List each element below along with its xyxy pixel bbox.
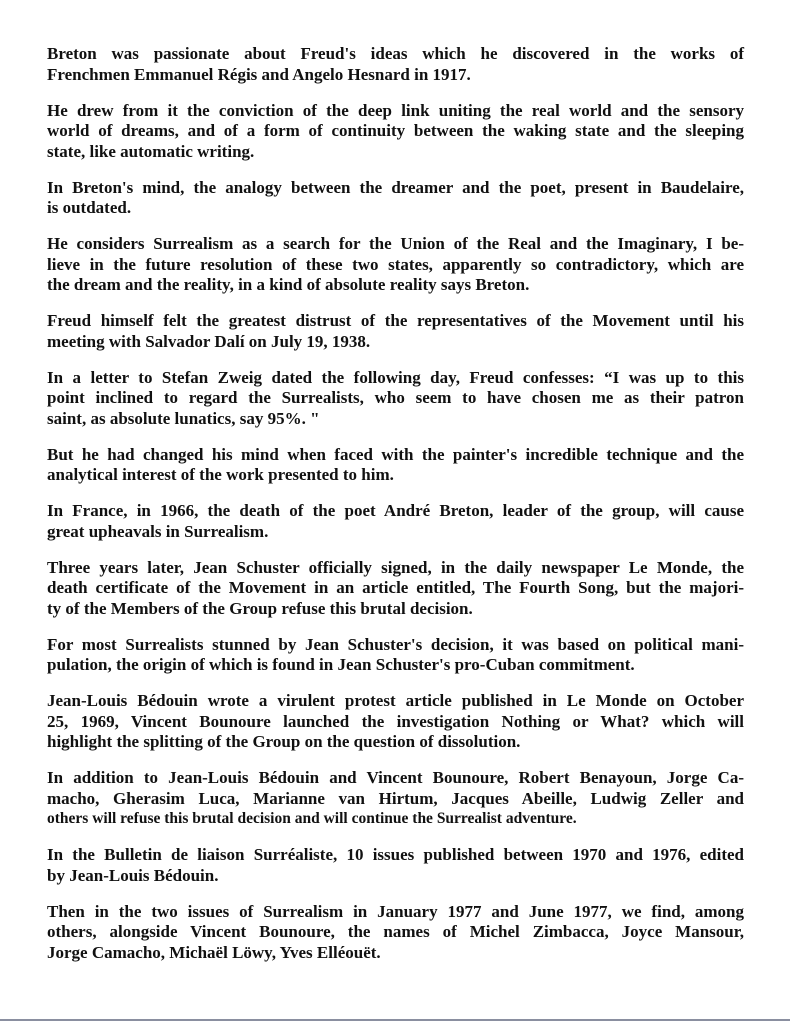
paragraph-line: death certificate of the Movement in an article entitled, The Fourth Song, but the majori- (47, 578, 744, 597)
paragraph-line: saint, as absolute lunatics, say 95%. " (47, 408, 320, 428)
paragraph-line: highlight the splitting of the Group on the question of dissolution. (47, 732, 521, 751)
paragraph-line: But he had changed his mind when faced with the painter's incredible technique and the (47, 444, 744, 464)
paragraph-12 (47, 768, 744, 830)
paragraph-line: Jean-Louis Bédouin wrote a virulent protest article published in Le Monde on October (47, 691, 744, 710)
paragraph-7 (47, 445, 744, 486)
paragraph-line: world of dreams, and of a form of continuity between the waking state and the sleeping (47, 121, 744, 140)
paragraph-14 (47, 902, 744, 964)
paragraph-1 (47, 44, 744, 85)
paragraph-line: In France, in 1966, the death of the poet André Breton, leader of the group, will cause (47, 501, 744, 520)
paragraph-line: by Jean-Louis Bédouin. (47, 865, 219, 885)
paragraph-line: Breton was passionate about Freud's ideas which he discovered in the works of (47, 44, 744, 63)
paragraph-2 (47, 101, 744, 163)
paragraph-6 (47, 368, 744, 430)
paragraph-line: meeting with Salvador Dalí on July 19, 1938. (47, 331, 371, 351)
paragraph-line: others, alongside Vincent Bounoure, the names of Michel Zimbacca, Joyce Mansour, (47, 922, 744, 941)
paragraph-line: 25, 1969, Vincent Bounoure launched the investigation Nothing or What? which will (47, 711, 744, 731)
page-bottom-edge (0, 1019, 790, 1021)
document-body (47, 44, 744, 979)
paragraph-line: In the Bulletin de liaison Surréaliste, 10 issues published between 1970 and 1976, edited (47, 845, 744, 864)
paragraph-5 (47, 311, 744, 352)
paragraph-4 (47, 234, 744, 296)
paragraph-line: point inclined to regard the Surrealists, who seem to have chosen me as their patron (47, 388, 744, 407)
paragraph-line: For most Surrealists stunned by Jean Schuster's decision, it was based on political mani- (47, 634, 744, 654)
paragraph-line: Three years later, Jean Schuster officially signed, in the daily newspaper Le Monde, the (47, 557, 744, 577)
paragraph-line: is outdated. (47, 198, 132, 217)
paragraph-3 (47, 178, 744, 219)
paragraph-line: the dream and the reality, in a kind of absolute reality says Breton. (47, 275, 530, 294)
paragraph-line: lieve in the future resolution of these two states, apparently so contradictory, which are (47, 254, 744, 274)
paragraph-line: Freud himself felt the greatest distrust of the representatives of the Movement until his (47, 311, 744, 330)
paragraph-line: ty of the Members of the Group refuse this brutal decision. (47, 598, 473, 618)
paragraph-line: He drew from it the conviction of the deep link uniting the real world and the sensory (47, 100, 744, 120)
paragraph-line: great upheavals in Surrealism. (47, 521, 269, 541)
paragraph-13 (47, 845, 744, 886)
paragraph-line: macho, Gherasim Luca, Marianne van Hirtum, Jacques Abeille, Ludwig Zeller and (47, 788, 744, 808)
paragraph-line: Jorge Camacho, Michaël Löwy, Yves Elléouët. (47, 942, 381, 962)
paragraph-line: analytical interest of the work presented to him. (47, 465, 394, 484)
paragraph-line: In Breton's mind, the analogy between the dreamer and the poet, present in Baudelaire, (47, 177, 744, 197)
paragraph-10 (47, 635, 744, 676)
paragraph-line: In a letter to Stefan Zweig dated the following day, Freud confesses: “I was up to this (47, 367, 744, 387)
paragraph-9 (47, 558, 744, 620)
paragraph-line: others will refuse this brutal decision and will continue the Surrealist adventure. (47, 810, 577, 827)
paragraph-line: state, like automatic writing. (47, 141, 255, 161)
paragraph-line: pulation, the origin of which is found in Jean Schuster's pro-Cuban commitment. (47, 655, 635, 674)
paragraph-line: Then in the two issues of Surrealism in January 1977 and June 1977, we find, among (47, 901, 744, 921)
paragraph-line: He considers Surrealism as a search for the Union of the Real and the Imaginary, I be- (47, 234, 744, 253)
paragraph-8 (47, 501, 744, 542)
paragraph-line: In addition to Jean-Louis Bédouin and Vincent Bounoure, Robert Benayoun, Jorge Ca- (47, 768, 744, 787)
paragraph-line: Frenchmen Emmanuel Régis and Angelo Hesnard in 1917. (47, 64, 471, 84)
paragraph-11 (47, 691, 744, 753)
